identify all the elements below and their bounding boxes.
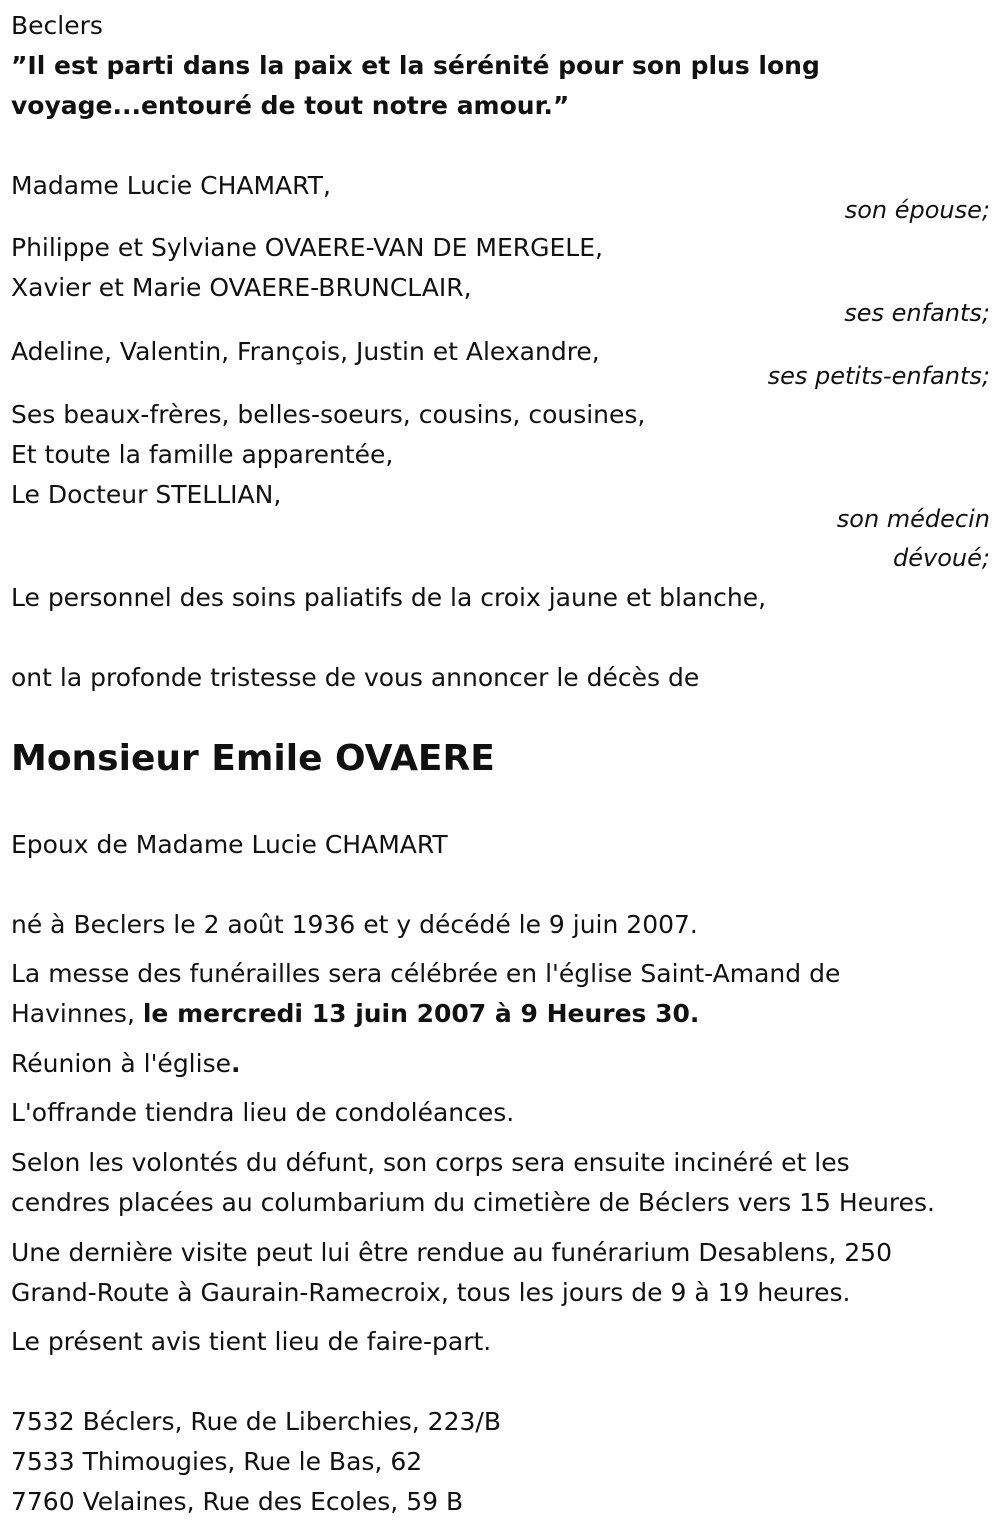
mass-date-time: le mercredi 13 juin 2007 à 9 Heures 30. (142, 999, 700, 1028)
children-line-2: Xavier et Marie OVAERE-BRUNCLAIR, (11, 273, 472, 302)
spouse-name: Madame Lucie CHAMART, (11, 171, 331, 200)
children-role: ses enfants; (844, 299, 990, 327)
meeting-line (11, 1049, 240, 1079)
grandchildren-role: ses petits-enfants; (767, 362, 990, 390)
address-line: 7760 Velaines, Rue des Ecoles, 59 B (11, 1487, 464, 1516)
mass-line-2 (11, 999, 699, 1029)
notice-line: Le présent avis tient lieu de faire-part. (11, 1327, 492, 1356)
doctor-role-line-1: son médecin (836, 505, 990, 533)
visit-line-2: Grand-Route à Gaurain-Ramecroix, tous les jours de 9 à 19 heures. (11, 1278, 851, 1307)
offering-line: L'offrande tiendra lieu de condoléances. (11, 1098, 515, 1127)
doctor-role-line-2: dévoué; (893, 544, 990, 572)
announcement-intro: ont la profonde tristesse de vous annoncer le décès de (11, 663, 700, 692)
meeting-dot: . (230, 1049, 241, 1078)
quote-line-2: voyage...entouré de tout notre amour.” (11, 91, 570, 120)
doctor-name: Le Docteur STELLIAN, (11, 480, 282, 509)
relatives-line-1: Ses beaux-frères, belles-soeurs, cousins, cousines, (11, 400, 646, 429)
relatives-line-2: Et toute la famille apparentée, (11, 440, 394, 469)
spouse-role: son épouse; (844, 196, 990, 224)
spouse-of-line: Epoux de Madame Lucie CHAMART (11, 830, 448, 859)
meeting-text: Réunion à l'église (11, 1049, 231, 1078)
mass-line-2-prefix: Havinnes, (11, 999, 143, 1028)
grandchildren-names: Adeline, Valentin, François, Justin et Alexandre, (11, 337, 600, 366)
deceased-name: Monsieur Emile OVAERE (11, 738, 495, 779)
quote-line-1: ”Il est parti dans la paix et la sérénité pour son plus long (11, 51, 820, 80)
address-line: 7533 Thimougies, Rue le Bas, 62 (11, 1447, 423, 1476)
address-line: 7532 Béclers, Rue de Liberchies, 223/B (11, 1407, 501, 1436)
birth-death-line: né à Beclers le 2 août 1936 et y décédé le 9 juin 2007. (11, 910, 698, 939)
children-line-1: Philippe et Sylviane OVAERE-VAN DE MERGELE, (11, 233, 603, 262)
cremation-line-1: Selon les volontés du défunt, son corps sera ensuite incinéré et les (11, 1148, 850, 1177)
visit-line-1: Une dernière visite peut lui être rendue au funérarium Desablens, 250 (11, 1238, 892, 1267)
staff-line: Le personnel des soins paliatifs de la croix jaune et blanche, (11, 583, 767, 612)
place-name: Beclers (11, 11, 103, 40)
mass-line-1: La messe des funérailles sera célébrée en l'église Saint-Amand de (11, 959, 841, 988)
cremation-line-2: cendres placées au columbarium du cimetière de Béclers vers 15 Heures. (11, 1188, 935, 1217)
